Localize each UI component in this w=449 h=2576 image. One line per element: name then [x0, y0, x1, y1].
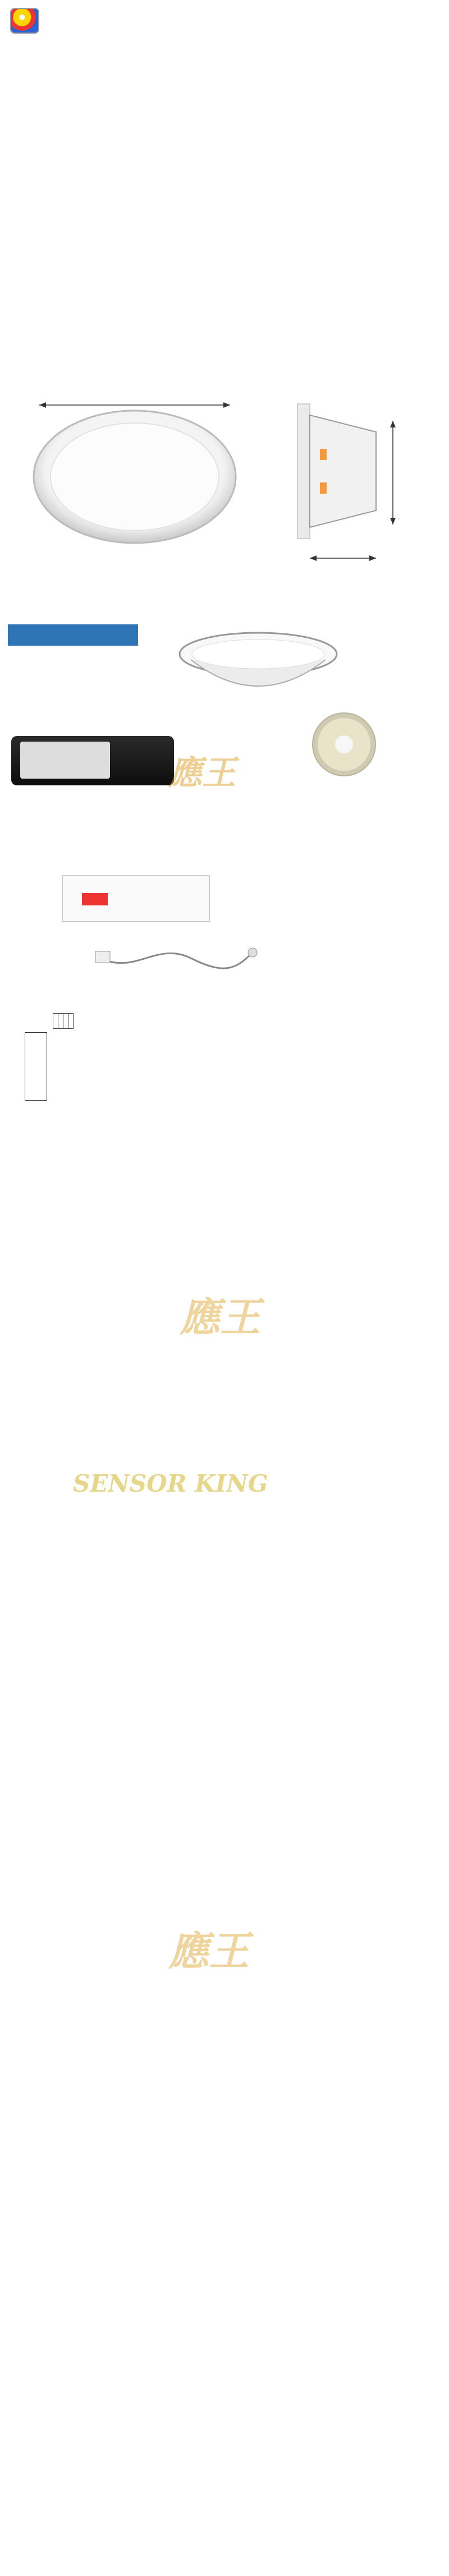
diffuser-banner: [8, 624, 138, 646]
daynight-header: [63, 1014, 68, 1029]
distance-header: [53, 1014, 58, 1029]
driver-label-area: [20, 742, 110, 779]
adjust-header-row: [53, 1014, 74, 1029]
watermark-king-2: 應王: [180, 1293, 261, 1341]
photo-control-header: [68, 1014, 74, 1029]
driver-photo: [11, 736, 174, 785]
lamp-photo-main: [168, 628, 348, 712]
adjust-table-wrapper: [53, 1013, 74, 1029]
brand-logo: [10, 8, 39, 34]
dimensions-figure: [6, 365, 443, 567]
watermark-king-3: 應王: [168, 1927, 250, 1975]
watermark-king: 應王: [168, 753, 236, 793]
adjust-table: [53, 1013, 74, 1029]
led-board-photo: [312, 712, 376, 776]
module-dip-switch: [82, 893, 108, 905]
top-view-diagram: [123, 1565, 337, 1761]
sensor-cable-photo: [90, 936, 258, 975]
microwave-module-photo: [62, 875, 210, 922]
watermark-sensor-king-2: SENSOR KING: [73, 1470, 268, 1497]
time-header: [58, 1014, 63, 1029]
lamp-outline-drawing: [6, 365, 443, 567]
dip-switch-diagram: [25, 1032, 47, 1101]
